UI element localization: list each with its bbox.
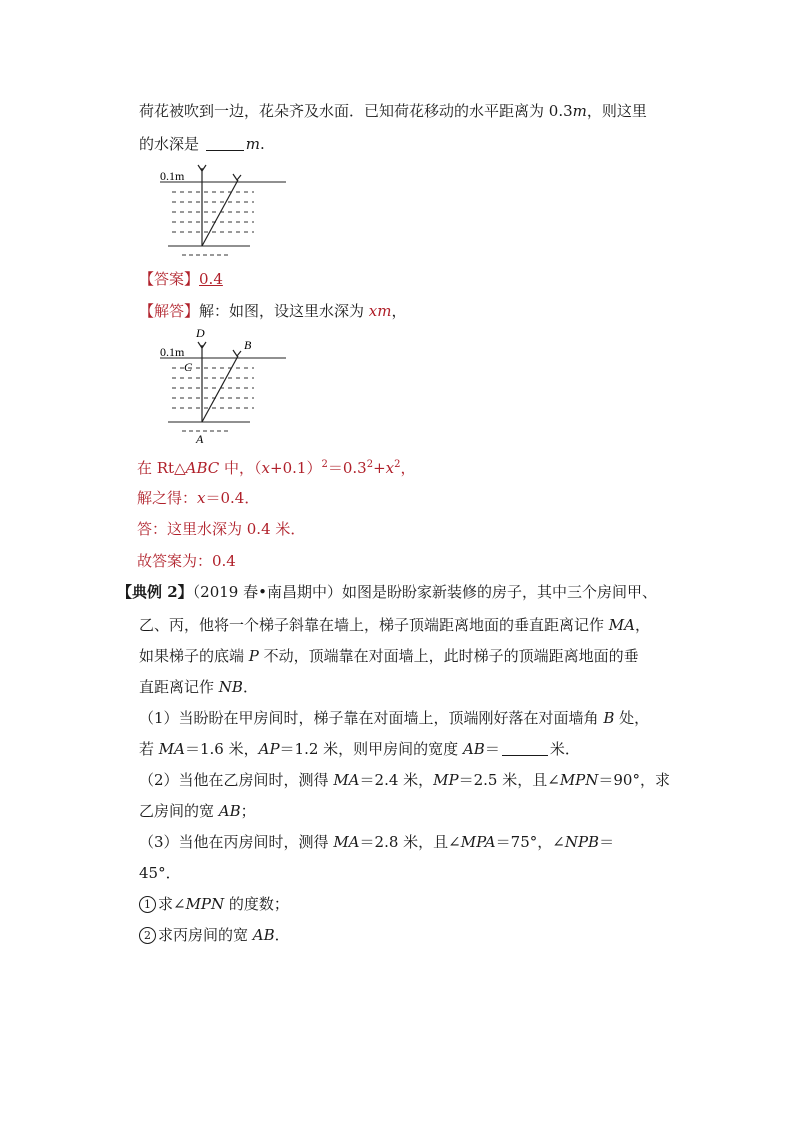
step-final: 故答案为：0.4 — [137, 552, 236, 570]
solution-intro: 【解答】解：如图，设这里水深为 xm， — [139, 302, 407, 320]
point-a-label: A — [196, 432, 204, 446]
circled-number-2: 2 — [139, 927, 156, 944]
point-b-label: B — [244, 338, 252, 352]
height-label: 0.1m — [160, 169, 185, 183]
answer-blank — [502, 740, 548, 756]
problem-text-line-2: 的水深是 m. — [139, 135, 265, 153]
answer-blank — [206, 135, 244, 151]
example2-line-2: 乙、丙，他将一个梯子斜靠在墙上，梯子顶端距离地面的垂直距离记作 MA， — [139, 616, 650, 634]
lotus-flower-icon — [233, 174, 241, 180]
sub-question-1: 1 求∠MPN 的度数； — [139, 893, 289, 915]
lotus-pond-figure-1 — [158, 160, 293, 260]
question-2-line-1: （2）当他在乙房间时，测得 MA＝2.4 米，MP＝2.5 米，且∠MPN＝90°，求 — [139, 771, 670, 789]
example2-line-3: 如果梯子的底端 P 不动，顶端靠在对面墙上，此时梯子的顶端距离地面的垂 — [139, 647, 639, 665]
question-1-line-1: （1）当盼盼在甲房间时，梯子靠在对面墙上，顶端刚好落在对面墙角 B 处， — [139, 709, 650, 727]
step-solve: 解之得：x＝0.4． — [137, 489, 260, 507]
circled-number-1: 1 — [139, 896, 156, 913]
problem-text-line-1: 荷花被吹到一边，花朵齐及水面．已知荷花移动的水平距离为 0.3m，则这里 — [139, 102, 647, 120]
point-d-label: D — [196, 326, 205, 340]
step-answer: 答：这里水深为 0.4 米． — [137, 520, 306, 538]
point-c-label: C — [184, 360, 193, 374]
height-label: 0.1m — [160, 345, 185, 359]
example2-line-1: 【典例 2】（2019 春•南昌期中）如图是盼盼家新装修的房子，其中三个房间甲、 — [117, 583, 657, 601]
sub-question-2: 2 求丙房间的宽 AB． — [139, 924, 290, 946]
lotus-pond-figure-2 — [158, 325, 293, 447]
answer-line: 【答案】0.4 — [139, 270, 223, 288]
question-3-line-2: 45°． — [139, 864, 181, 882]
question-3-line-1: （3）当他在丙房间时，测得 MA＝2.8 米，且∠MPA＝75°，∠NPB＝ — [139, 833, 615, 851]
question-2-line-2: 乙房间的宽 AB； — [139, 802, 256, 820]
lotus-flower-icon — [233, 350, 241, 356]
example2-line-4: 直距离记作 NB． — [139, 678, 258, 696]
step-pythagoras: 在 Rt△ABC 中，$(x+0.1)^2=0.3^2+x^2$， — [137, 459, 416, 477]
question-1-line-2: 若 MA＝1.6 米，AP＝1.2 米，则甲房间的宽度 AB＝ 米． — [139, 740, 580, 758]
